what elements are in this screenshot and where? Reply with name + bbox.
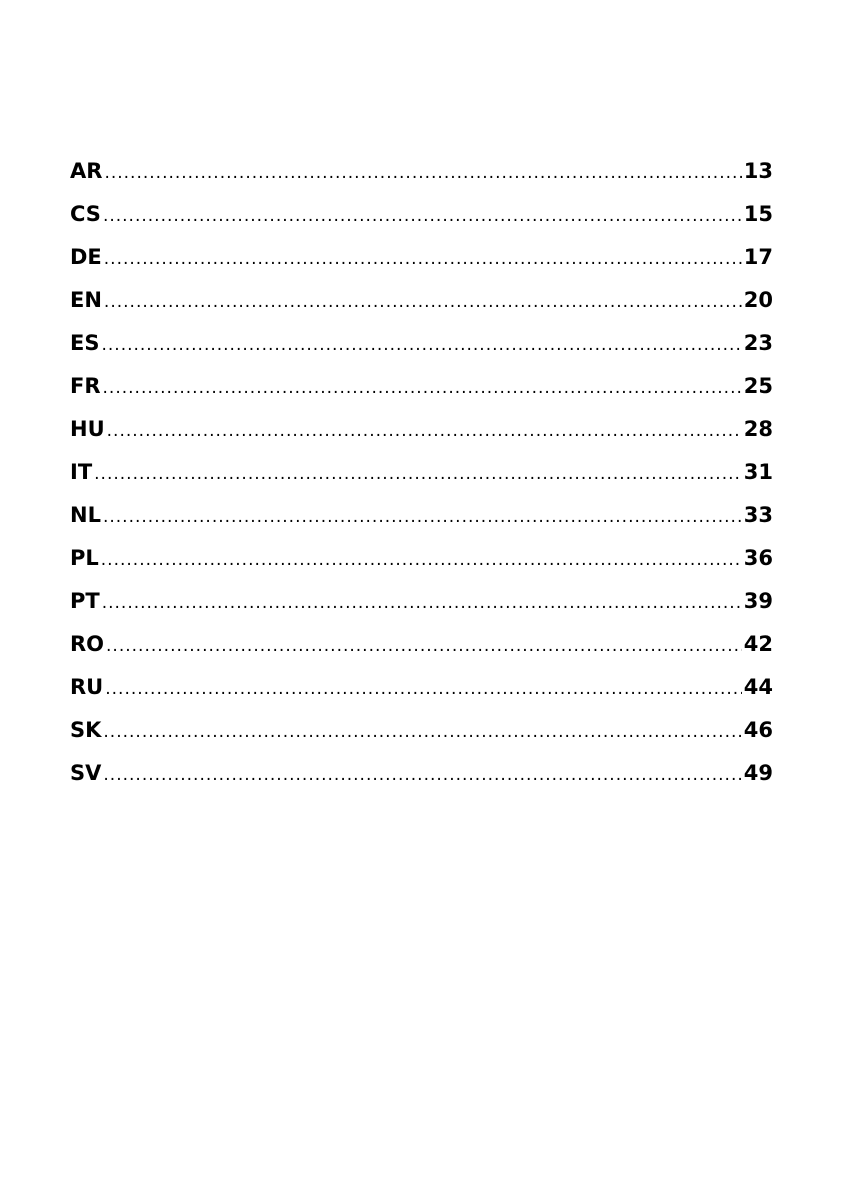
toc-page-number: 44 — [743, 675, 773, 699]
toc-dot-leader — [106, 625, 742, 666]
toc-language-code: EN — [70, 288, 102, 312]
toc-page-number: 31 — [743, 460, 773, 484]
toc-entry-sk — [70, 709, 773, 752]
toc-entry-cs — [70, 193, 773, 236]
toc-page-number: 33 — [743, 503, 773, 527]
toc-page-number: 49 — [743, 761, 773, 785]
toc-dot-leader — [104, 281, 742, 322]
toc-page-number: 15 — [743, 202, 773, 226]
toc-entry-pl — [70, 537, 773, 580]
toc-dot-leader — [103, 711, 741, 752]
toc-entry-hu — [70, 408, 773, 451]
toc-language-code: SK — [70, 718, 102, 742]
toc-dot-leader — [101, 324, 741, 365]
toc-dot-leader — [105, 668, 742, 709]
toc-entry-ro — [70, 623, 773, 666]
toc-dot-leader — [103, 367, 742, 408]
toc-page-number: 13 — [743, 159, 773, 183]
toc-dot-leader — [103, 496, 742, 537]
toc-entry-es — [70, 322, 773, 365]
toc-page-number: 39 — [743, 589, 773, 613]
toc-language-code: RO — [70, 632, 105, 656]
toc-entry-de — [70, 236, 773, 279]
toc-page-number: 28 — [743, 417, 773, 441]
toc-dot-leader — [94, 453, 742, 494]
toc-language-code: NL — [70, 503, 101, 527]
toc-entry-fr — [70, 365, 773, 408]
table-of-contents — [70, 150, 773, 795]
toc-entry-it — [70, 451, 773, 494]
toc-page-number: 17 — [743, 245, 773, 269]
toc-entry-en — [70, 279, 773, 322]
toc-page-number: 36 — [743, 546, 773, 570]
toc-language-code: HU — [70, 417, 105, 441]
toc-page-number: 25 — [743, 374, 773, 398]
toc-dot-leader — [104, 238, 742, 279]
toc-language-code: CS — [70, 202, 101, 226]
toc-dot-leader — [103, 754, 741, 795]
toc-dot-leader — [104, 152, 741, 193]
toc-language-code: SV — [70, 761, 102, 785]
toc-page-number: 20 — [743, 288, 773, 312]
toc-language-code: AR — [70, 159, 103, 183]
toc-dot-leader — [107, 410, 742, 451]
toc-language-code: IT — [70, 460, 93, 484]
toc-language-code: PL — [70, 546, 99, 570]
toc-page-number: 23 — [743, 331, 773, 355]
toc-language-code: DE — [70, 245, 102, 269]
toc-page-number: 42 — [743, 632, 773, 656]
toc-dot-leader — [101, 539, 742, 580]
toc-language-code: FR — [70, 374, 101, 398]
toc-entry-pt — [70, 580, 773, 623]
toc-language-code: RU — [70, 675, 104, 699]
toc-entry-ar — [70, 150, 773, 193]
toc-language-code: PT — [70, 589, 100, 613]
toc-language-code: ES — [70, 331, 100, 355]
toc-dot-leader — [103, 195, 742, 236]
toc-dot-leader — [102, 582, 742, 623]
toc-entry-ru — [70, 666, 773, 709]
toc-entry-nl — [70, 494, 773, 537]
toc-entry-sv — [70, 752, 773, 795]
toc-page-number: 46 — [743, 718, 773, 742]
